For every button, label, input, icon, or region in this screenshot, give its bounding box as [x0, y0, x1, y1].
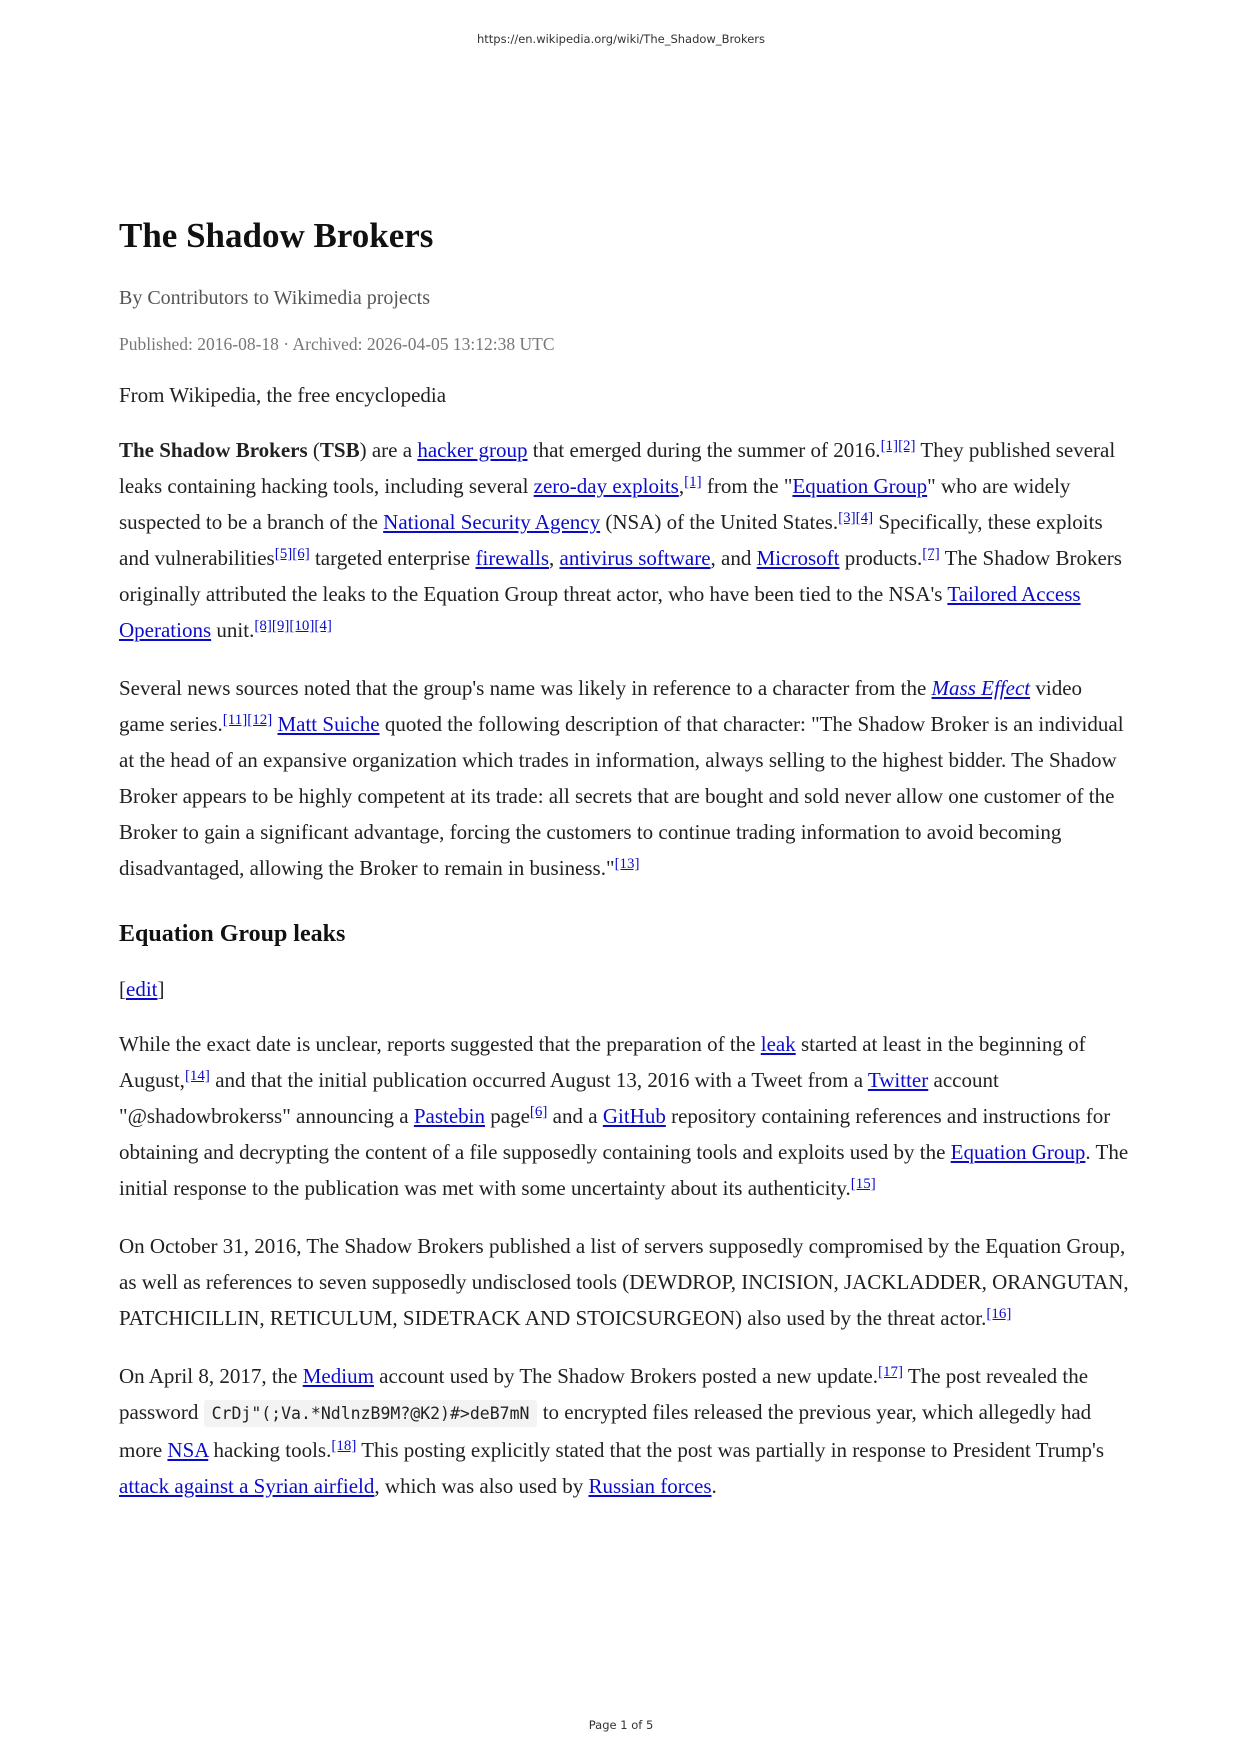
page-title: The Shadow Brokers	[119, 216, 434, 255]
citation-link[interactable]: [12]	[247, 712, 273, 728]
paragraph-name-origin: Several news sources noted that the group's name was likely in reference to a character from the Mass Effect video game series.[11][12] Matt Suiche quoted the following description of that character: "The Shadow Broker is an individual at the head of an expansive organization which trades in information, always selling to the highest bidder. The Shadow Broker appears to be highly competent at its trade: all secrets that are bought and sold never allow one customer of the Broker to gain a significant advantage, forcing the customers to continue trading information to avoid becoming disadvantaged, allowing the Broker to remain in business."[13]	[119, 676, 1124, 880]
link-pastebin[interactable]: Pastebin	[413, 1104, 486, 1128]
citation-link[interactable]: [2]	[898, 438, 916, 454]
citation-link[interactable]: [7]	[922, 546, 940, 562]
link-hacker-group[interactable]: hacker group	[417, 438, 528, 462]
paragraph-intro: The Shadow Brokers (TSB) are a hacker group that emerged during the summer of 2016.[1][2] They published several leaks containing hacking tools, including several zero-day exploits,[1] from the "Equation Group" who are widely suspected to be a branch of the National Security Agency (NSA) of the United States.[3][4] Specifically, these exploits and vulnerabilities[5][6] targeted enterprise firewalls, antivirus software, and Microsoft products.[7] The Shadow Brokers originally attributed the leaks to the Equation Group threat actor, who have been tied to the NSA's Tailored Access Operations unit.[8][9][10][4]	[119, 438, 1122, 642]
link-russian-forces[interactable]: Russian forces	[588, 1474, 712, 1498]
section-heading: Equation Group leaks	[119, 921, 346, 947]
citation-link[interactable]: [11]	[222, 712, 248, 728]
section-edit: [edit]	[119, 977, 165, 1001]
citation-link[interactable]: [18]	[331, 1438, 357, 1454]
link-github[interactable]: GitHub	[602, 1104, 666, 1128]
edit-link[interactable]: edit	[126, 977, 158, 1001]
citation-link[interactable]: [1]	[880, 438, 899, 454]
link-leak[interactable]: leak	[760, 1032, 796, 1056]
citation-link[interactable]: [17]	[878, 1364, 903, 1380]
paragraph-initial-leak: While the exact date is unclear, reports suggested that the preparation of the leak started at least in the beginning of August,[14] and that the initial publication occurred August 13, 2016 with a Tweet from a Twitter account "@shadowbrokerss" announcing a Pastebin page[6] and a GitHub repository containing references and instructions for obtaining and decrypting the content of a file supposedly containing tools and exploits used by the Equation Group. The initial response to the publication was met with some uncertainty about its authenticity.[15]	[119, 1032, 1129, 1200]
tagline: From Wikipedia, the free encyclopedia	[119, 383, 447, 407]
citation-link[interactable]: [14]	[184, 1068, 210, 1084]
password-code: CrDj"(;Va.*NdlnzB9M?@K2)#>deB7mN	[204, 1400, 538, 1427]
link-matt-suiche[interactable]: Matt Suiche	[277, 712, 380, 736]
citation-link[interactable]: [6]	[292, 546, 310, 562]
link-syrian-airfield-attack[interactable]: attack against a Syrian airfield	[119, 1474, 375, 1498]
link-antivirus-software[interactable]: antivirus software	[559, 546, 711, 570]
citation-link[interactable]: [8]	[254, 618, 272, 634]
citation-link[interactable]: [13]	[614, 856, 640, 872]
link-twitter[interactable]: Twitter	[867, 1068, 929, 1092]
citation-link[interactable]: [6]	[529, 1104, 548, 1120]
link-zero-day-exploits[interactable]: zero-day exploits	[533, 474, 679, 498]
link-equation-group[interactable]: Equation Group	[950, 1140, 1086, 1164]
citation-link[interactable]: [9]	[271, 618, 290, 634]
citation-link[interactable]: [16]	[986, 1306, 1012, 1322]
link-nsa[interactable]: NSA	[167, 1438, 209, 1462]
page-url: https://en.wikipedia.org/wiki/The_Shadow_Brokers	[476, 32, 766, 46]
citation-link[interactable]: [5]	[274, 546, 293, 562]
bold-term: TSB	[319, 438, 360, 462]
citation-link[interactable]: [10]	[289, 618, 315, 634]
paragraph-april-update: On April 8, 2017, the Medium account used by The Shadow Brokers posted a new update.[17] The post revealed the password CrDj"(;Va.*NdlnzB9M?@K2)#>deB7mN to encrypted files released the previous year, which allegedly had more NSA hacking tools.[18] This posting explicitly stated that the post was partially in response to President Trump's attack against a Syrian airfield, which was also used by Russian forces.	[119, 1364, 1105, 1498]
byline: By Contributors to Wikimedia projects	[119, 287, 431, 309]
citation-link[interactable]: [4]	[314, 618, 332, 634]
link-national-security-agency[interactable]: National Security Agency	[383, 510, 601, 534]
link-mass-effect[interactable]: Mass Effect	[931, 676, 1031, 700]
link-microsoft[interactable]: Microsoft	[756, 546, 840, 570]
publish-meta: Published: 2016-08-18 · Archived: 2026-04-05 13:12:38 UTC	[119, 334, 555, 354]
article	[119, 210, 1129, 1504]
citation-link[interactable]: [1]	[684, 474, 702, 490]
citation-link[interactable]: [4]	[855, 510, 874, 526]
link-equation-group[interactable]: Equation Group	[792, 474, 928, 498]
citation-link[interactable]: [15]	[850, 1176, 876, 1192]
bold-term: The Shadow Brokers	[119, 438, 308, 462]
link-medium[interactable]: Medium	[302, 1364, 374, 1388]
link-tailored-access-operations[interactable]: Tailored Access Operations	[119, 582, 1081, 642]
link-firewalls[interactable]: firewalls	[475, 546, 549, 570]
paragraph-october-leak: On October 31, 2016, The Shadow Brokers published a list of servers supposedly compromised by the Equation Group, as well as references to seven supposedly undisclosed tools (DEWDROP, INCISION, JACKLADDER, ORANGUTAN, PATCHICILLIN, RETICULUM, SIDETRACK AND STOICSURGEON) also used by the threat actor.[16]	[119, 1234, 1129, 1330]
citation-link[interactable]: [3]	[838, 510, 856, 526]
page-number: Page 1 of 5	[588, 1718, 654, 1732]
